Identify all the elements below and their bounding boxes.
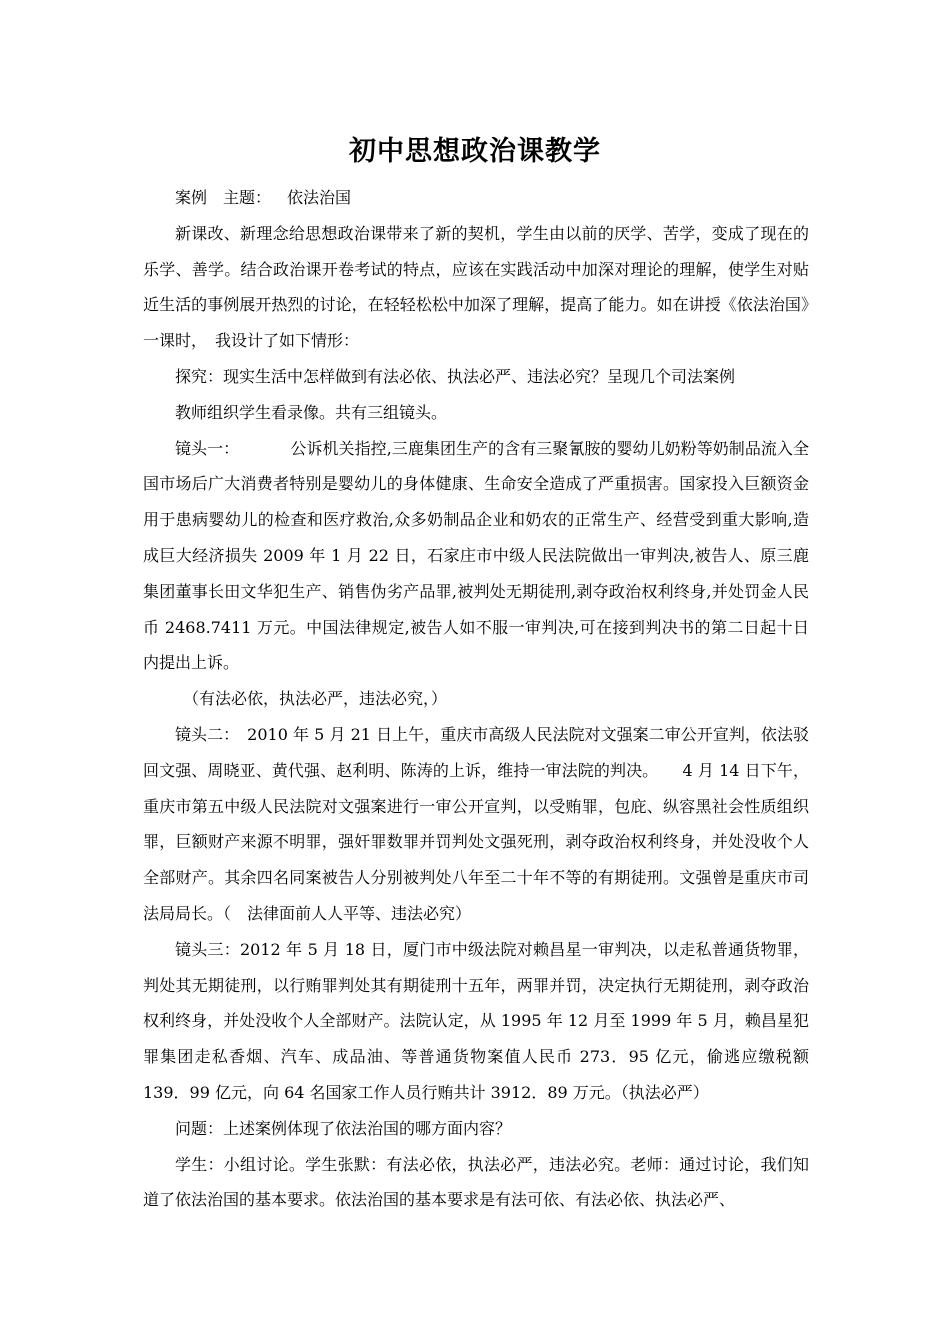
topic-label: 主题： — [223, 188, 272, 207]
shot1-note: （有法必依，执法必严，违法必究，） — [183, 689, 448, 709]
student-paragraph: 学生：小组讨论。学生张默：有法必依，执法必严，违法必究。老师：通过讨论，我们知道了依法治国的基本要求。依法治国的基本要求是有法可依、有法必依、执法必严、 — [143, 1154, 809, 1210]
intro-paragraph: 新课改、新理念给思想政治课带来了新的契机，学生由以前的厌学、苦学，变成了现在的乐学、善学。结合政治课开卷考试的特点，应该在实践活动中加深对理论的理解，使学生对贴近生活的事例展开热烈的讨论，在轻轻松松中加深了理解，提高了能力。如在讲授《依法治国》一课时， 我设计了如下情形： — [143, 223, 809, 351]
case-topic-line — [143, 180, 809, 216]
organize-paragraph: 教师组织学生看录像。共有三组镜头。 — [175, 402, 448, 422]
shot2-paragraph: 镜头二： 2010 年 5 月 21 日上午，重庆市高级人民法院对文强案二审公开宣判，依法驳回文强、周晓亚、黄代强、赵利明、陈涛的上诉，维持一审法院的判决。 4 月 14 日下午，重庆市第五中级人民法院对文强案进行一审公开宣判，以受贿罪，包庇、纵容黑社会性质组织罪，巨额财产来源不明罪，强奸罪数罪并罚判处文强死刑，剥夺政治权利终身，并处没收个人全部财产。其余四名同案被告人分别被判处八年至二十年不等的有期徒刑。文强曾是重庆市司法局局长。（ 法律面前人人平等、违法必究） — [143, 724, 809, 923]
document-body — [143, 180, 809, 1218]
document-title: 初中思想政治课教学 — [349, 136, 601, 167]
shot3-paragraph: 镜头三：2012 年 5 月 18 日，厦门市中级法院对赖昌星一审判决，以走私普通货物罪，判处其无期徒刑，以行贿罪判处其有期徒刑十五年，两罪并罚，决定执行无期徒刑，剥夺政治权利终身，并处没收个人全部财产。法院认定，从 1995 年 12 月至 1999 年 5 月，赖昌星犯罪集团走私香烟、汽车、成品油、等普通货物案值人民币 273．95 亿元，偷逃应缴税额 139．99 亿元，向 64 名国家工作人员行贿共计 3912．89 万元。（执法必严） — [143, 939, 809, 1102]
case-label: 案例 — [175, 188, 208, 207]
shot1-label: 镜头一： — [175, 438, 240, 458]
topic-value: 依法治国 — [287, 188, 352, 207]
question-paragraph: 问题：上述案例体现了依法治国的哪方面内容？ — [175, 1118, 512, 1138]
explore-paragraph: 探究：现实生活中怎样做到有法必依、执法必严、违法必究？呈现几个司法案例 — [175, 366, 736, 386]
shot1-paragraph — [143, 431, 809, 682]
shot1-text: 公诉机关指控,三鹿集团生产的含有三聚氰胺的婴幼儿奶粉等奶制品流入全国市场后广大消费者特别是婴幼儿的身体健康、生命安全造成了严重损害。国家投入巨额资金用于患病婴幼儿的检查和医疗救治,众多奶制品企业和奶农的正常生产、经营受到重大影响,造成巨大经济损失 2009 年 1 月 22 日，石家庄市中级人民法院做出一审判决,被告人、原三鹿集团董事长田文华犯生产、销售伪劣产品罪,被判处无期徒刑,剥夺政治权利终身,并处罚金人民币 2468.7411 万元。中国法律规定,被告人如不服一审判决,可在接到判决书的第二日起十日内提出上诉。 — [143, 438, 809, 673]
